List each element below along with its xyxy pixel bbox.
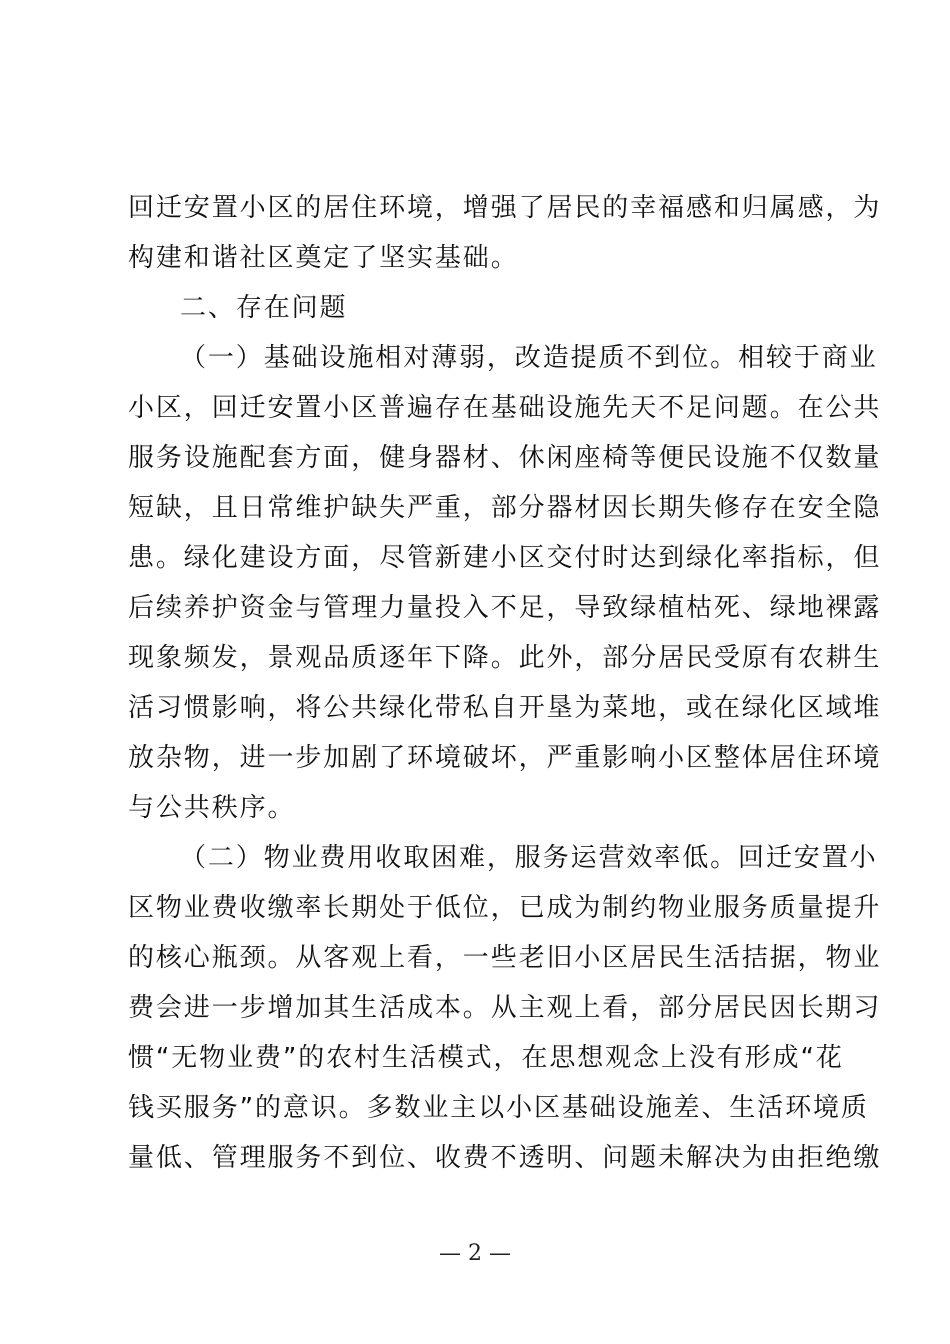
body-text-line: 小区，回迁安置小区普遍存在基础设施先天不足问题。在公共 (128, 393, 882, 423)
body-text-line: 短缺，且日常维护缺失严重，部分器材因长期失修存在安全隐 (128, 493, 882, 523)
body-text-line: 放杂物，进一步加剧了环境破坏，严重影响小区整体居住环境 (128, 743, 882, 773)
body-text-line: 现象频发，景观品质逐年下降。此外，部分居民受原有农耕生 (128, 643, 882, 673)
body-text-line: 惯“无物业费”的农村生活模式，在思想观念上没有形成“花 (128, 1043, 844, 1073)
body-text-line: 的核心瓶颈。从客观上看，一些老旧小区居民生活拮据，物业 (128, 943, 882, 973)
body-text-line: 区物业费收缴率长期处于低位，已成为制约物业服务质量提升 (128, 893, 882, 923)
body-text-line: 服务设施配套方面，健身器材、休闲座椅等便民设施不仅数量 (128, 443, 882, 473)
body-text-line: 活习惯影响，将公共绿化带私自开垦为菜地，或在绿化区域堆 (128, 693, 882, 723)
body-text-line: 后续养护资金与管理力量投入不足，导致绿植枯死、绿地裸露 (128, 593, 882, 623)
body-text-line: 患。绿化建设方面，尽管新建小区交付时达到绿化率指标，但 (128, 543, 882, 573)
page-number: — 2 — (439, 1241, 511, 1266)
body-text-line: 钱买服务”的意识。多数业主以小区基础设施差、生活环境质 (128, 1093, 869, 1123)
body-text-line: 与公共秩序。 (128, 793, 296, 823)
body-text-line: 费会进一步增加其生活成本。从主观上看，部分居民因长期习 (128, 993, 882, 1023)
section-heading: 二、存在问题 (180, 293, 348, 323)
subsection-heading-line: （二）物业费用收取困难，服务运营效率低。回迁安置小 (180, 843, 878, 873)
body-text-line: 构建和谐社区奠定了坚实基础。 (128, 243, 519, 273)
body-text-line: 回迁安置小区的居住环境，增强了居民的幸福感和归属感，为 (128, 193, 882, 223)
subsection-heading-line: （一）基础设施相对薄弱，改造提质不到位。相较于商业 (180, 343, 878, 373)
body-text-line: 量低、管理服务不到位、收费不透明、问题未解决为由拒绝缴 (128, 1143, 882, 1173)
